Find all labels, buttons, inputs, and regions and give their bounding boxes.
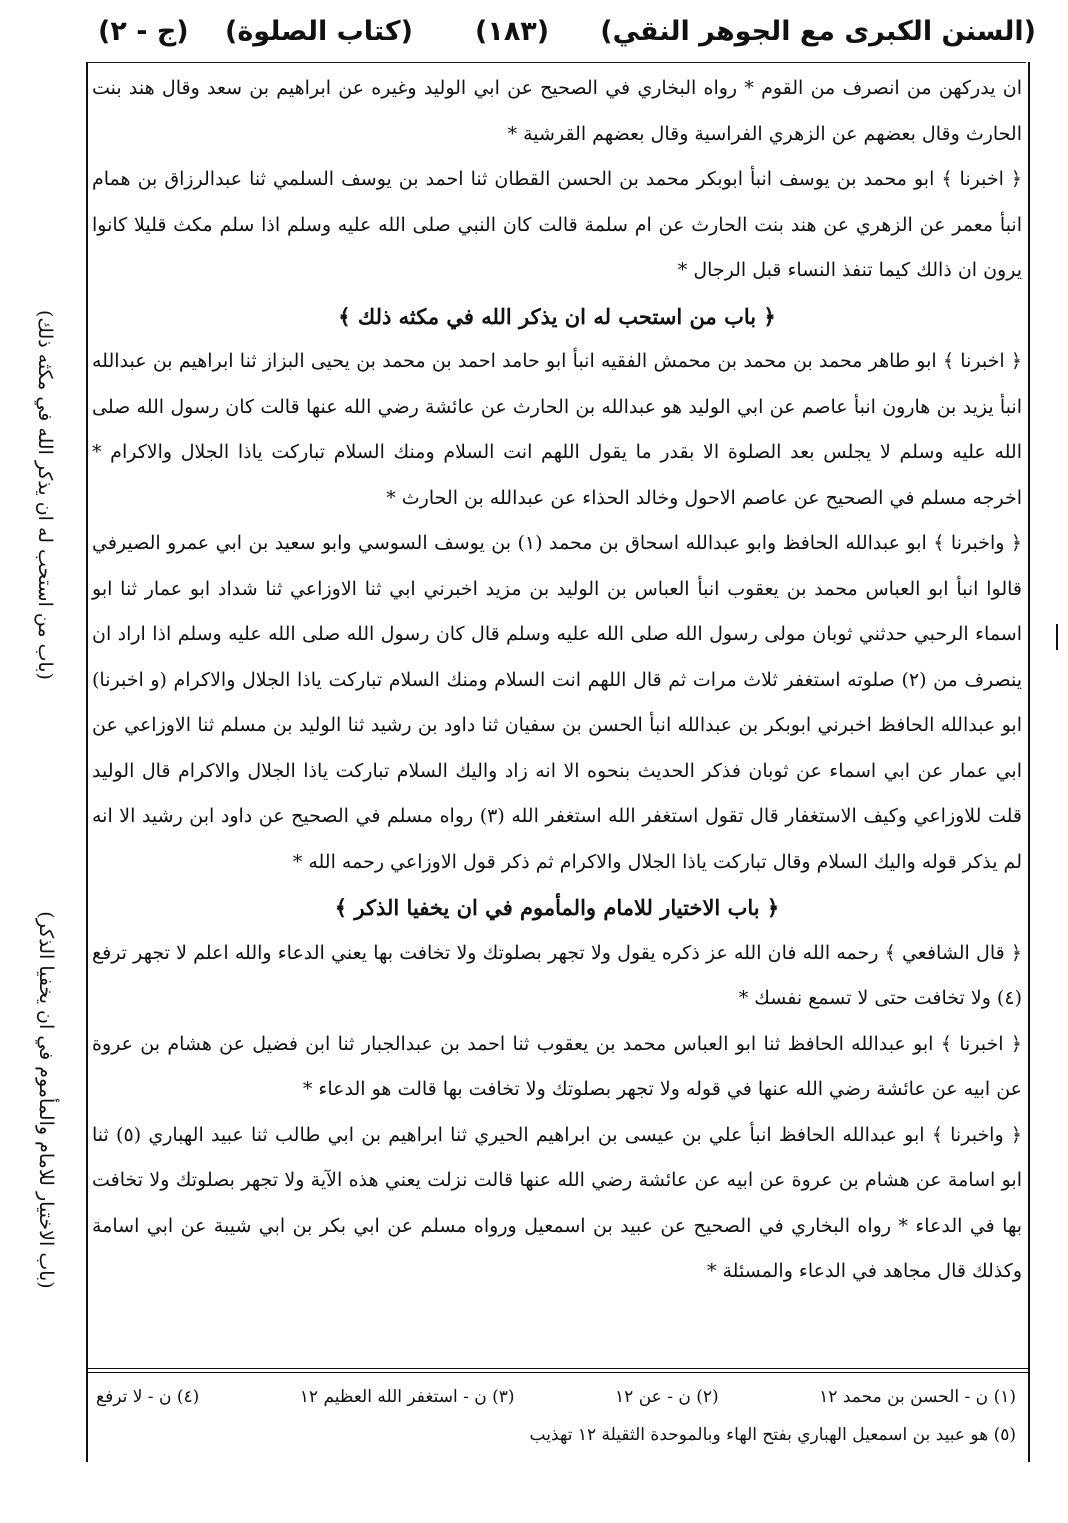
footnote-row xyxy=(96,1378,1016,1416)
paragraph-1: ان يدركهن من انصرف من القوم * رواه البخاري في الصحيح عن ابي الوليد وغيره عن ابراهيم بن سعد وقال هند بنت الحارث وقال بعضهم عن الزهري الفراسية وقال بعضهم القرشية * xyxy=(92,77,1022,145)
footnote-2: (٢) ن - عن ١٢ xyxy=(615,1387,719,1407)
paragraph-2: ﴿ اخبرنا ﴾ ابو محمد بن يوسف انبأ ابوبكر محمد بن الحسن القطان ثنا احمد بن يوسف السلمي ثنا عبدالرزاق بن همام انبأ معمر عن الزهري عن هند بنت الحارث عن ام سلمة قالت كان النبي صلى الله عليه وسلم اذا سلم مكث قليلا كانوا يرون ان ذالك كيما تنفذ النساء قبل الرجال * xyxy=(92,168,1022,281)
margin-note-2: (باب الاختيار للامام والمأموم في ان يخفيا الذكر) xyxy=(35,911,57,1289)
paragraph-5: ﴿ قال الشافعي ﴾ رحمه الله فان الله عز ذكره يقول ولا تجهر بصلوتك ولا تخافت بها يعني الدعاء والله اعلم لا تجهر ترفع (٤) ولا تخافت حتى لا تسمع نفسك * xyxy=(92,941,1022,1009)
margin-note-1: (باب من استحب له ان يذكر الله في مكثه ذلك) xyxy=(34,310,56,680)
main-text xyxy=(92,66,1022,1386)
footnotes xyxy=(96,1378,1016,1454)
margin-tick xyxy=(1056,624,1058,650)
footnote-1: (١) ن - الحسن بن محمد ١٢ xyxy=(819,1387,1016,1407)
page-number: (١٨٣) xyxy=(475,16,550,47)
footnote-3: (٣) ن - استغفر الله العظيم ١٢ xyxy=(299,1387,515,1407)
book-title: (كتاب الصلوة) xyxy=(225,16,413,47)
paragraph-3: ﴿ اخبرنا ﴾ ابو طاهر محمد بن محمد بن محمش الفقيه انبأ ابو حامد احمد بن محمد بن يحيى البزاز ثنا ابراهيم بن عبدالله انبأ يزيد بن هارون انبأ عاصم عن ابي الوليد هو عبدالله بن الحارث عن عائشة رضي الله عنها قالت كان رسول الله صلى الله عليه وسلم لا يجلس بعد الصلوة الا بقدر ما يقول اللهم انت السلام ومنك السلام تباركت ياذا الجلال والاكرام * اخرجه مسلم في الصحيح عن عاصم الاحول وخالد الحذاء عن عبدالله بن الحارث * xyxy=(92,350,1022,509)
chapter-heading-2: ﴿ باب الاختيار للامام والمأموم في ان يخفيا الذكر ﴾ xyxy=(334,895,780,920)
footnote-divider xyxy=(86,1368,1030,1369)
chapter-heading-1: ﴿ باب من استحب له ان يذكر الله في مكثه ذلك ﴾ xyxy=(338,303,776,329)
footnote-divider-inner xyxy=(86,1372,1030,1373)
paragraph-4: ﴿ واخبرنا ﴾ ابو عبدالله الحافظ وابو عبدالله اسحاق بن محمد (١) بن يوسف السوسي وابو سعيد بن ابي عمرو الصيرفي قالوا انبأ ابو العباس محمد بن يعقوب انبأ العباس بن الوليد بن مزيد اخبرني ابي ثنا الاوزاعي ثنا شداد ابو عمار ثنا ابو اسماء الرحبي حدثني ثوبان مولى رسول الله صلى الله عليه وسلم قال كان رسول الله صلى الله عليه وسلم اذا اراد ان ينصرف من (٢) صلوته استغفر ثلاث مرات ثم قال اللهم انت السلام ومنك السلام تباركت ياذا الجلال والاكرام (و اخبرنا) ابو عبدالله الحافظ اخبرني ابوبكر بن عبدالله انبأ الحسن بن سفيان ثنا داود بن رشيد ثنا الوليد بن مسلم ثنا الاوزاعي عن ابي عمار عن ابي اسماء عن ثوبان فذكر الحديث بنحوه الا انه زاد واليك السلام تباركت ياذا الجلال والاكرام قال الوليد قلت للاوزاعي وكيف الاستغفار قال تقول استغفر الله استغفر الله (٣) رواه مسلم في الصحيح عن داود ابن رشيد الا انه لم يذكر قوله واليك السلام وقال تباركت ياذا الجلال والاكرام ثم ذكر قول الاوزاعي رحمه الله * xyxy=(92,532,1023,873)
volume-label: (ج - ٢) xyxy=(98,16,189,47)
footnote-row xyxy=(96,1416,1016,1454)
footnote-5: (٥) هو عبيد بن اسمعيل الهباري بفتح الهاء وبالموحدة الثقيلة ١٢ تهذيب xyxy=(529,1425,1016,1445)
page-header xyxy=(0,10,1068,56)
paragraph-6: ﴿ اخبرنا ﴾ ابو عبدالله الحافظ ثنا ابو العباس محمد بن يعقوب ثنا احمد بن عبدالجبار ثنا ابن فضيل عن هشام بن عروة عن ابيه عن عائشة رضي الله عنها في قوله ولا تجهر بصلوتك ولا تخافت بها قالت هو الدعاء * xyxy=(92,1032,1022,1100)
running-title: (السنن الكبرى مع الجوهر النقي) xyxy=(600,16,1036,47)
footnote-4: (٤) ن - لا ترفع xyxy=(96,1387,200,1407)
paragraph-7: ﴿ واخبرنا ﴾ ابو عبدالله الحافظ انبأ علي بن عيسى بن ابراهيم الحيري ثنا ابراهيم بن ابي طالب ثنا عبيد الهباري (٥) ثنا ابو اسامة عن هشام بن عروة عن ابيه عن عائشة رضي الله عنها قالت نزلت يعني هذه الآية ولا تجهر بصلوتك ولا تخافت بها في الدعاء * رواه البخاري في الصحيح عن عبيد بن اسمعيل ورواه مسلم عن ابي بكر بن ابي شيبة عن ابي اسامة وكذلك قال مجاهد في الدعاء والمسئلة * xyxy=(92,1123,1023,1282)
